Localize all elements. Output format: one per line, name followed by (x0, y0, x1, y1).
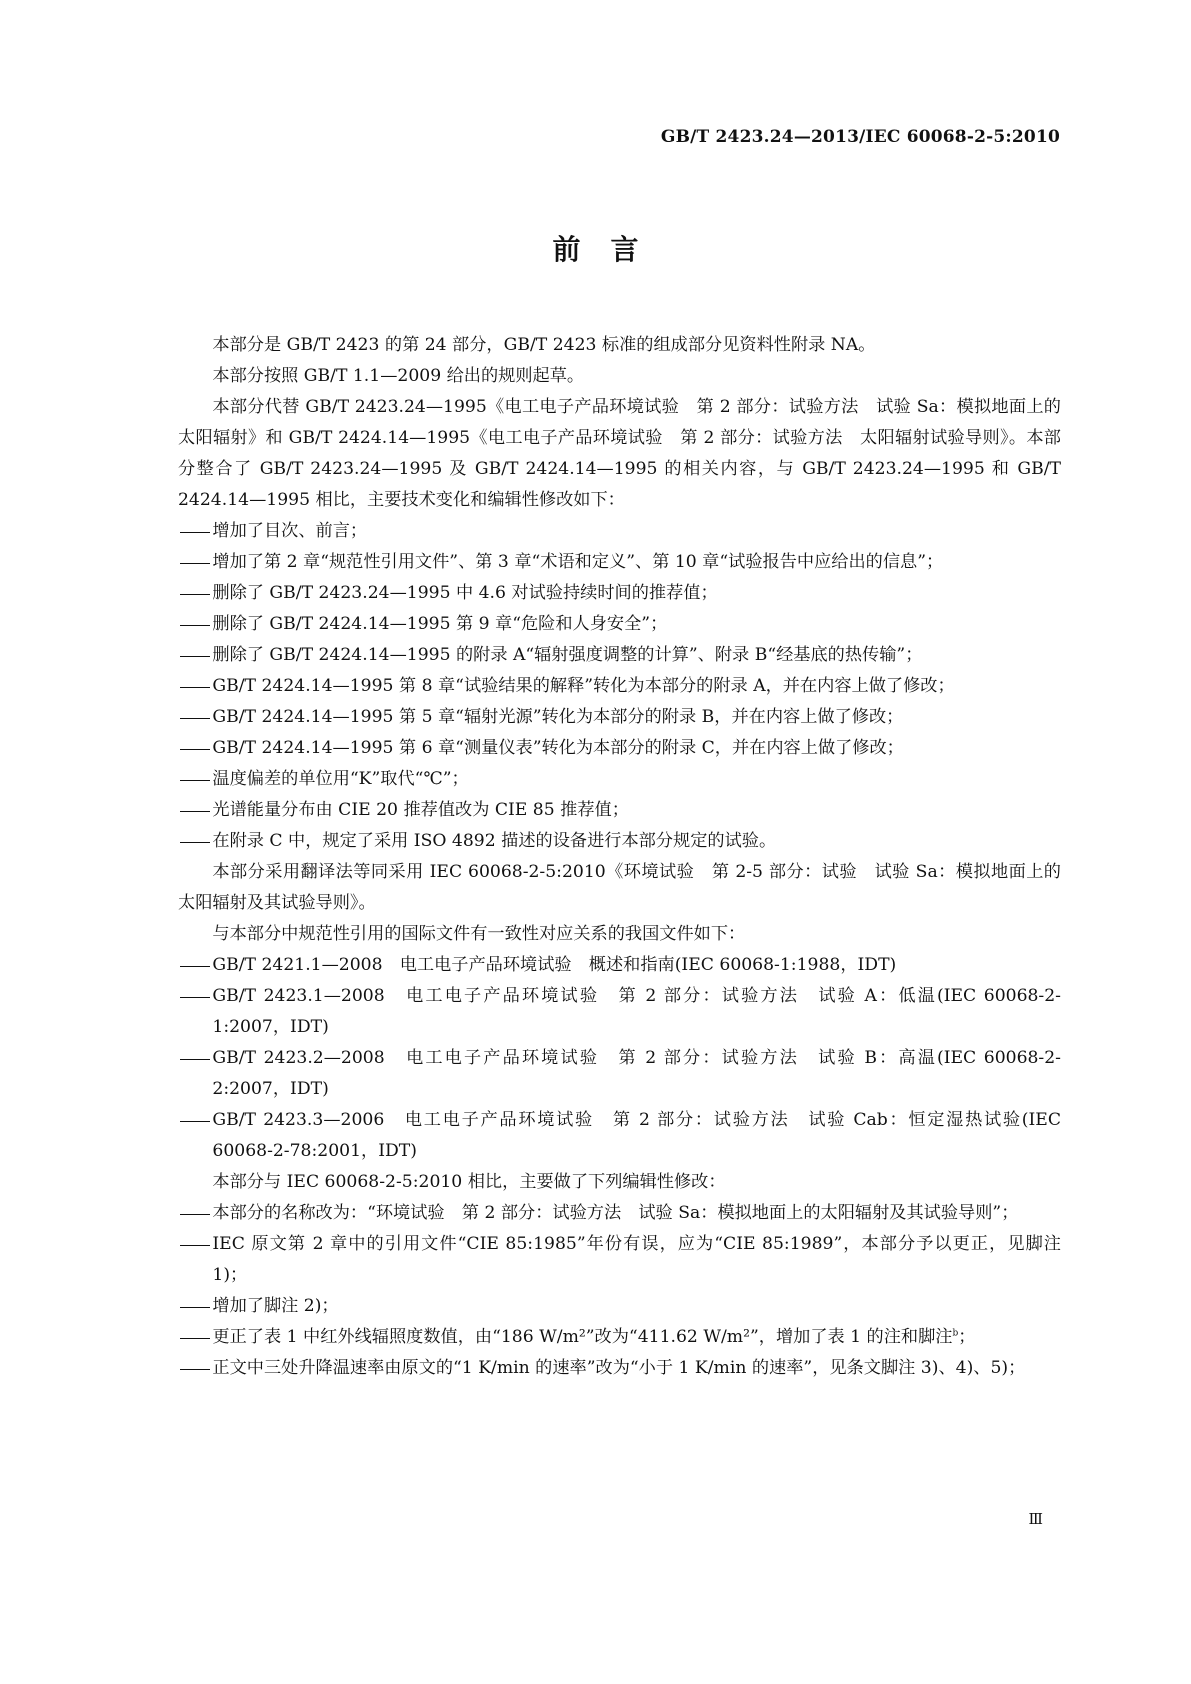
list-item: 删除了 GB/T 2423.24—1995 中 4.6 对试验持续时间的推荐值； (212, 583, 718, 603)
list-item: IEC 原文第 2 章中的引用文件“CIE 85:1985”年份有误，应为“CIE 85:1989”，本部分予以更正，见脚注 1)； (212, 1234, 1061, 1285)
list-item: 删除了 GB/T 2424.14—1995 的附录 A“辐射强度调整的计算”、附录 B“经基底的热传输”； (212, 645, 923, 665)
references-list (178, 950, 1061, 1167)
page-title: 前言 (552, 233, 669, 266)
edit-text: 更正了表 1 中红外线辐照度数值，由“186 W/m²”改为“411.62 W/m²”，增加了表 1 的注和脚注 (212, 1327, 953, 1347)
list-item: GB/T 2423.2—2008 电工电子产品环境试验 第 2 部分：试验方法 试验 B：高温(IEC 60068-2-2:2007，IDT) (212, 1048, 1061, 1099)
edit-suffix: ； (958, 1327, 976, 1347)
list-item: 正文中三处升降温速率由原文的“1 K/min 的速率”改为“小于 1 K/min 的速率”，见条文脚注 3)、4)、5)； (212, 1358, 1026, 1378)
changes-list (178, 516, 1061, 857)
paragraph: 本部分采用翻译法等同采用 IEC 60068-2-5:2010《环境试验 第 2-5 部分：试验 试验 Sa：模拟地面上的太阳辐射及其试验导则》。 (178, 862, 1061, 913)
list-item: 增加了脚注 2)； (212, 1296, 339, 1316)
list-item: GB/T 2423.3—2006 电工电子产品环境试验 第 2 部分：试验方法 试验 Cab：恒定湿热试验(IEC 60068-2-78:2001，IDT) (212, 1110, 1061, 1161)
list-item: 在附录 C 中，规定了采用 ISO 4892 描述的设备进行本部分规定的试验。 (212, 831, 777, 851)
list-item: 温度偏差的单位用“K”取代“℃”； (212, 769, 469, 789)
standard-code: GB/T 2423.24—2013/IEC 60068-2-5:2010 (660, 127, 1060, 147)
paragraph: 本部分是 GB/T 2423 的第 24 部分，GB/T 2423 标准的组成部分见资料性附录 NA。 (212, 335, 876, 355)
list-item: GB/T 2421.1—2008 电工电子产品环境试验 概述和指南(IEC 60068-1:1988，IDT) (212, 955, 897, 975)
footnote-mark: b (952, 1328, 959, 1339)
list-item: 光谱能量分布由 CIE 20 推荐值改为 CIE 85 推荐值； (212, 800, 629, 820)
list-item: 增加了第 2 章“规范性引用文件”、第 3 章“术语和定义”、第 10 章“试验报告中应给出的信息”； (212, 552, 944, 572)
list-item: 删除了 GB/T 2424.14—1995 第 9 章“危险和人身安全”； (212, 614, 668, 634)
list-item: GB/T 2424.14—1995 第 5 章“辐射光源”转化为本部分的附录 B，并在内容上做了修改； (212, 707, 904, 727)
paragraph: 本部分按照 GB/T 1.1—2009 给出的规则起草。 (212, 366, 585, 386)
list-item: 增加了目次、前言； (212, 521, 368, 541)
list-item: GB/T 2423.1—2008 电工电子产品环境试验 第 2 部分：试验方法 试验 A：低温(IEC 60068-2-1:2007，IDT) (212, 986, 1061, 1037)
list-item: 本部分的名称改为：“环境试验 第 2 部分：试验方法 试验 Sa：模拟地面上的太阳辐射及其试验导则”； (212, 1203, 1019, 1223)
paragraph: 本部分代替 GB/T 2423.24—1995《电工电子产品环境试验 第 2 部分：试验方法 试验 Sa：模拟地面上的太阳辐射》和 GB/T 2424.14—1995《电工电子产品环境试验 第 2 部分：试验方法 太阳辐射试验导则》。本部分整合了 GB/T 2423.24—1995 及 GB/T 2424.14—1995 的相关内容，与 GB/T 2423.24—1995 和 GB/T 2424.14—1995 相比，主要技术变化和编辑性修改如下： (178, 397, 1061, 510)
page-number: Ⅲ (1028, 1510, 1043, 1528)
edits-list (178, 1198, 1061, 1384)
list-item: GB/T 2424.14—1995 第 8 章“试验结果的解释”转化为本部分的附录 A，并在内容上做了修改； (212, 676, 955, 696)
list-item: GB/T 2424.14—1995 第 6 章“测量仪表”转化为本部分的附录 C，并在内容上做了修改； (212, 738, 904, 758)
paragraph: 与本部分中规范性引用的国际文件有一致性对应关系的我国文件如下： (212, 924, 746, 944)
body-content (178, 330, 1061, 1384)
paragraph: 本部分与 IEC 60068-2-5:2010 相比，主要做了下列编辑性修改： (212, 1172, 726, 1192)
list-item (178, 1322, 1061, 1353)
